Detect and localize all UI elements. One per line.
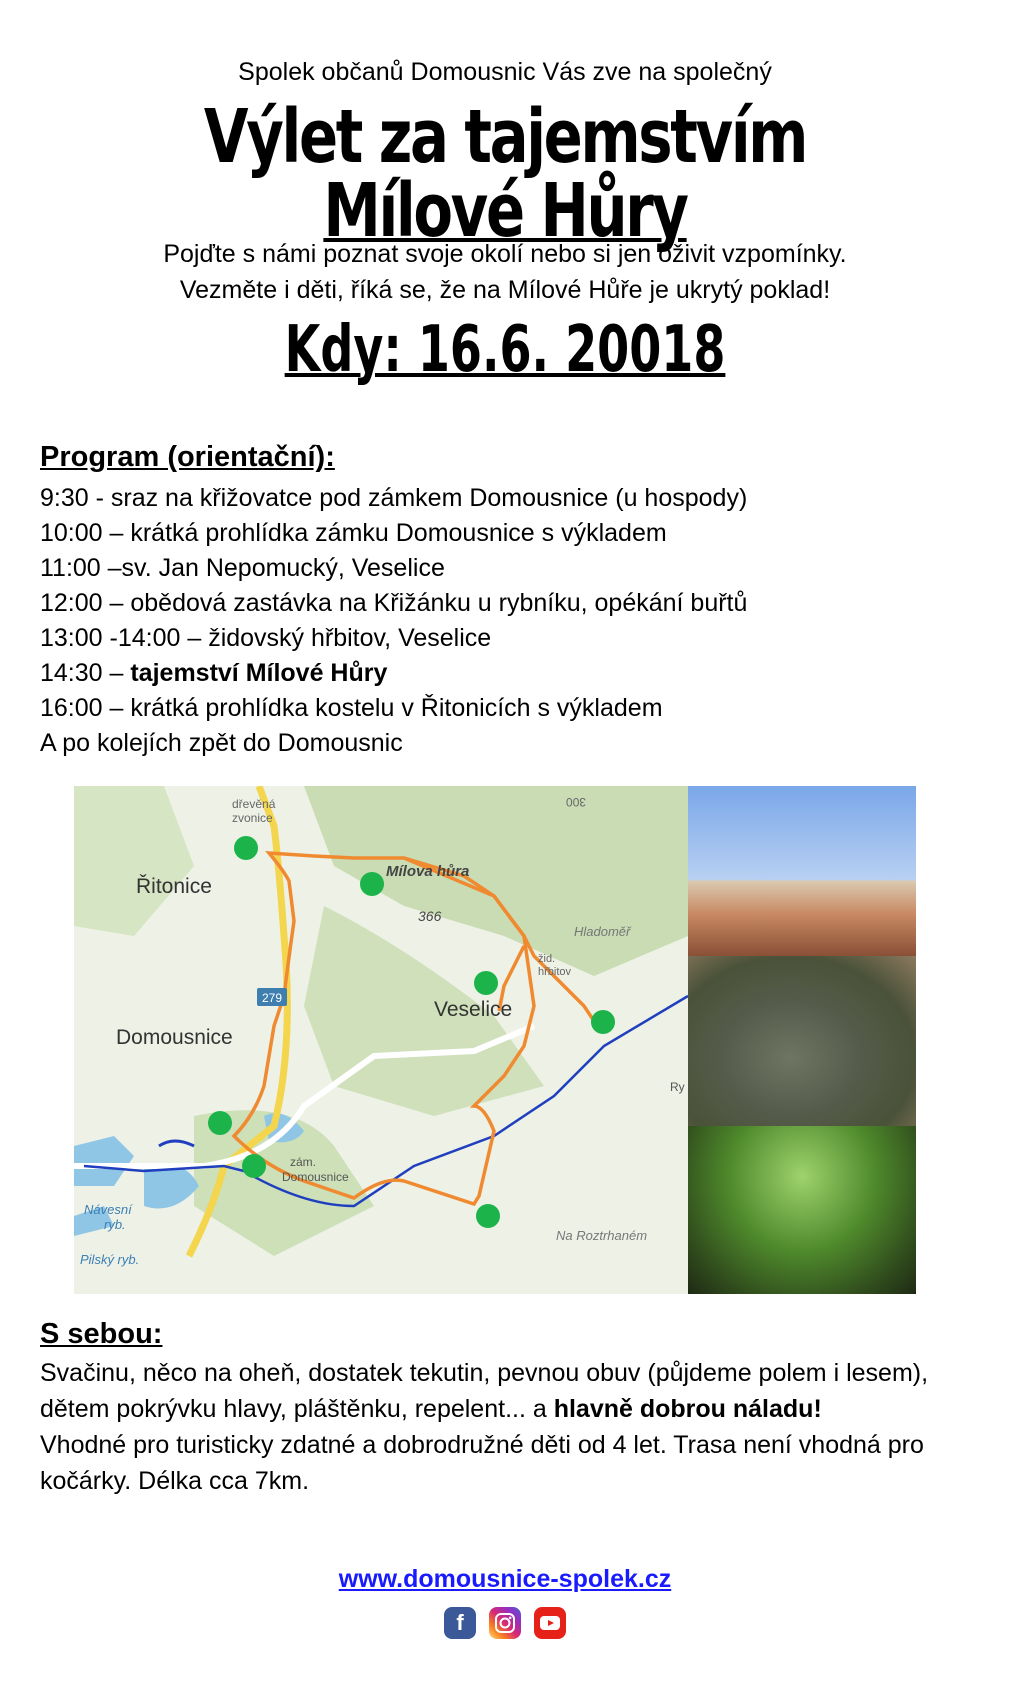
map-label-hladomer: Hladoměř: [574, 924, 631, 939]
title-part2: Mílové Hůry: [323, 168, 687, 254]
photo-column: [688, 786, 916, 1294]
stop-marker: [234, 836, 258, 860]
sebou-text: [40, 1355, 980, 1499]
program-item: 12:00 – obědová zastávka na Křižánku u rybníku, opékání buřtů: [40, 589, 748, 617]
route-map-svg: [74, 786, 688, 1294]
program-item: 16:00 – krátká prohlídka kostelu v Řitonicích s výkladem: [40, 694, 663, 722]
map-label-hrbitov: hřbitov: [538, 966, 572, 978]
stop-marker: [208, 1111, 232, 1135]
map-label-drevena: dřevěná: [232, 797, 276, 811]
map-label-domousnice: Domousnice: [116, 1026, 233, 1049]
cemetery-photo: [688, 1126, 916, 1294]
map-label-roztrhanem: Na Roztrhaném: [556, 1228, 648, 1243]
stop-marker: [476, 1204, 500, 1228]
lead-line1: Pojďte s námi poznat svoje okolí nebo si jen oživit vzpomínky.: [163, 240, 847, 268]
program-item: 11:00 –sv. Jan Nepomucký, Veselice: [40, 554, 445, 582]
program-item: 9:30 - sraz na křižovatce pod zámkem Domousnice (u hospody): [40, 484, 748, 512]
lead-text: [0, 236, 1010, 308]
program-item: 13:00 -14:00 – židovský hřbitov, Veselice: [40, 624, 492, 652]
instagram-icon[interactable]: [489, 1607, 521, 1639]
map-label-ritonice: Řitonice: [136, 875, 212, 898]
intro-text: Spolek občanů Domousnic Vás zve na společný: [238, 58, 772, 86]
map-label-elevation: 366: [418, 908, 442, 924]
program-item-time: 14:30 –: [40, 659, 131, 687]
map-label-zam: zám.: [290, 1155, 317, 1169]
map-label-road: 279: [261, 991, 283, 1005]
sebou-heading: S sebou:: [40, 1318, 163, 1350]
stop-marker: [360, 872, 384, 896]
rock-cave-photo: [688, 956, 916, 1126]
map-label-ry: Ry: [670, 1080, 685, 1094]
title-part1: Výlet za tajemstvím: [203, 94, 807, 180]
program-item-highlight: tajemství Mílové Hůry: [130, 659, 388, 687]
website-link[interactable]: www.domousnice-spolek.cz: [338, 1565, 672, 1593]
program-list: [40, 481, 747, 761]
sebou-note: Vhodné pro turisticky zdatné a dobrodružné děti od 4 let. Trasa není vhodná pro kočárky. Délka cca 7km.: [40, 1431, 924, 1495]
stop-marker: [474, 971, 498, 995]
facebook-icon[interactable]: f: [444, 1607, 476, 1639]
map-label-milova-hura: Mílova hůra: [386, 863, 470, 880]
map-label-veselice: Veselice: [434, 998, 513, 1021]
sebou-text1: Svačinu, něco na oheň, dostatek tekutin, pevnou obuv (půjdeme polem i lesem), dětem pokrývku hlavy, pláštěnku, repelent... a: [40, 1359, 929, 1423]
program-item: 10:00 – krátká prohlídka zámku Domousnice s výkladem: [40, 519, 667, 547]
youtube-icon[interactable]: [534, 1607, 566, 1639]
map-label-ryb: ryb.: [104, 1217, 126, 1232]
program-item: A po kolejích zpět do Domousnic: [40, 729, 403, 757]
lead-line2: Vezměte i děti, říká se, že na Mílové Hůře je ukrytý poklad!: [179, 276, 831, 304]
sebou-paragraph: [40, 1355, 980, 1427]
event-date: Kdy: 16.6. 20018: [284, 313, 726, 387]
stop-marker: [242, 1154, 266, 1178]
route-map: [74, 786, 688, 1294]
map-label-zam-domousnice: Domousnice: [282, 1170, 349, 1184]
map-label-pilsky: Pilský ryb.: [80, 1252, 140, 1267]
stop-marker: [591, 1010, 615, 1034]
sebou-highlight: hlavně dobrou náladu!: [553, 1395, 822, 1423]
map-label-elev300: 300: [565, 795, 586, 809]
social-icons: [0, 1607, 1010, 1639]
program-item: [40, 656, 747, 691]
program-heading: Program (orientační):: [40, 441, 335, 473]
map-label-zid: žid.: [538, 953, 556, 965]
castle-photo: [688, 786, 916, 956]
map-label-navesni: Návesní: [84, 1202, 132, 1217]
map-label-zvonice: zvonice: [232, 811, 273, 825]
